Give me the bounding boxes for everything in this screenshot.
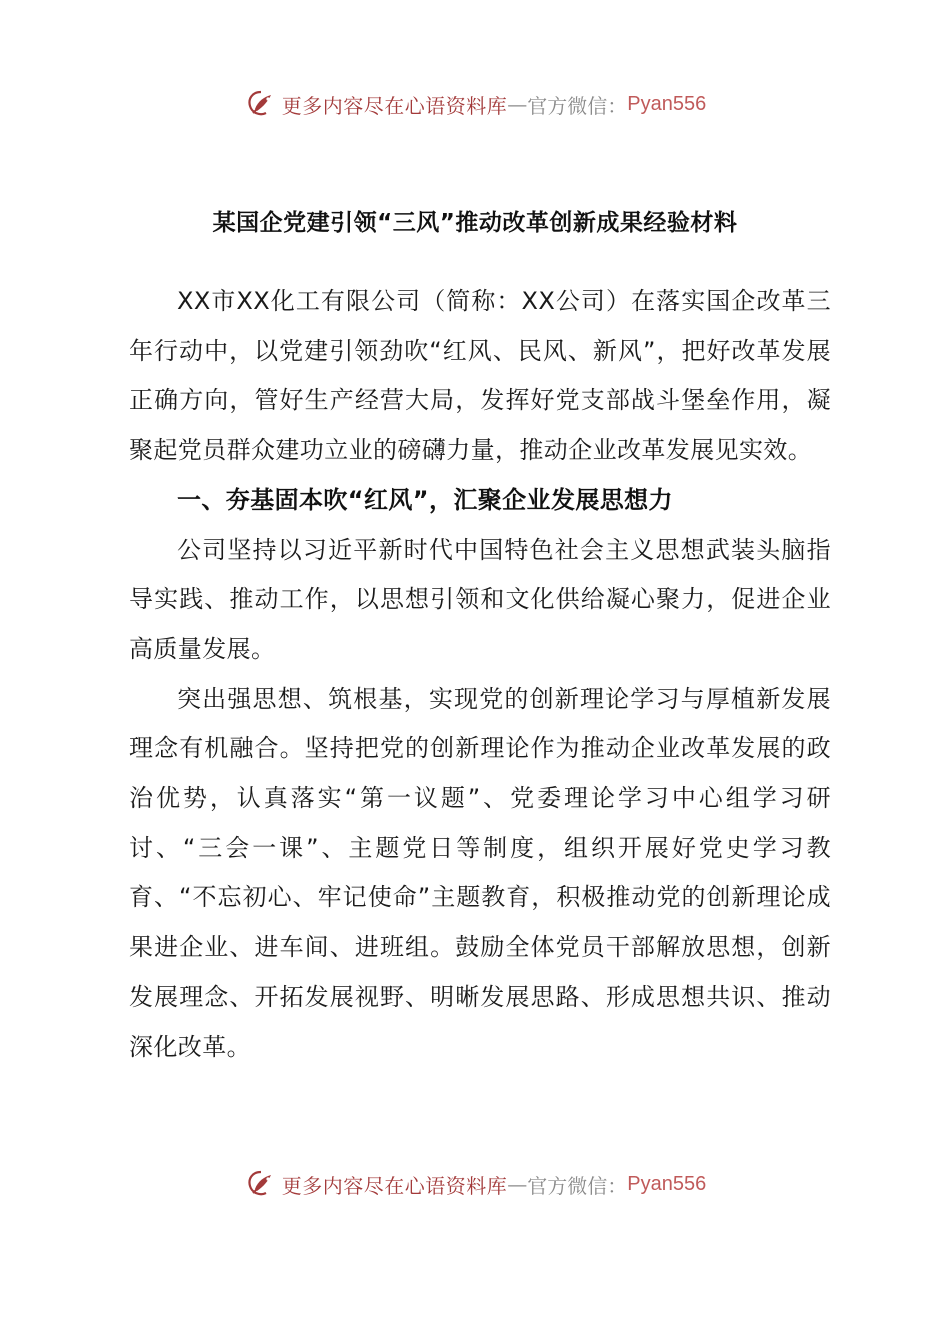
- banner-wechat-id: Pyan556: [627, 1172, 707, 1195]
- banner-separator: —: [507, 1172, 528, 1196]
- pen-swirl-logo-icon: [244, 1167, 278, 1201]
- banner-wechat-label: 官方微信：: [527, 1173, 628, 1198]
- banner-brand-text: 更多内容尽在心语资料库: [281, 1173, 508, 1198]
- pen-swirl-logo-icon: [244, 87, 278, 121]
- header-banner: [0, 84, 950, 124]
- section-heading: 一、夯基固本吹“红风”，汇聚企业发展思想力: [177, 485, 673, 514]
- intro-paragraph: XX市XX化工有限公司（简称：XX公司）在落实国企改革三年行动中，以党建引领劲吹“红风、民风、新风”，把好改革发展正确方向，管好生产经营大局，发挥好党支部战斗堡垒作用，凝聚起党员群众建功立业的磅礴力量，推动企业改革发展见实效。: [129, 287, 831, 465]
- footer-banner: [0, 1164, 950, 1204]
- banner-wechat-id: Pyan556: [627, 92, 707, 115]
- banner-wechat-label: 官方微信：: [527, 93, 628, 118]
- document-body: [129, 277, 831, 1072]
- section-paragraph: 突出强思想、筑根基，实现党的创新理论学习与厚植新发展理念有机融合。坚持把党的创新理论作为推动企业改革发展的政治优势，认真落实“第一议题”、党委理论学习中心组学习研讨、“三会一课”、主题党日等制度，组织开展好党史学习教育、“不忘初心、牢记使命”主题教育，积极推动党的创新理论成果进企业、进车间、进班组。鼓励全体党员干部解放思想，创新发展理念、开拓发展视野、明晰发展思路、形成思想共识、推动深化改革。: [129, 684, 831, 1061]
- banner-brand-text: 更多内容尽在心语资料库: [281, 93, 508, 118]
- document-title: 某国企党建引领“三风”推动改革创新成果经验材料: [212, 210, 738, 236]
- banner-separator: —: [507, 92, 528, 116]
- section-paragraph: 公司坚持以习近平新时代中国特色社会主义思想武装头脑指导实践、推动工作，以思想引领和文化供给凝心聚力，促进企业高质量发展。: [129, 535, 831, 663]
